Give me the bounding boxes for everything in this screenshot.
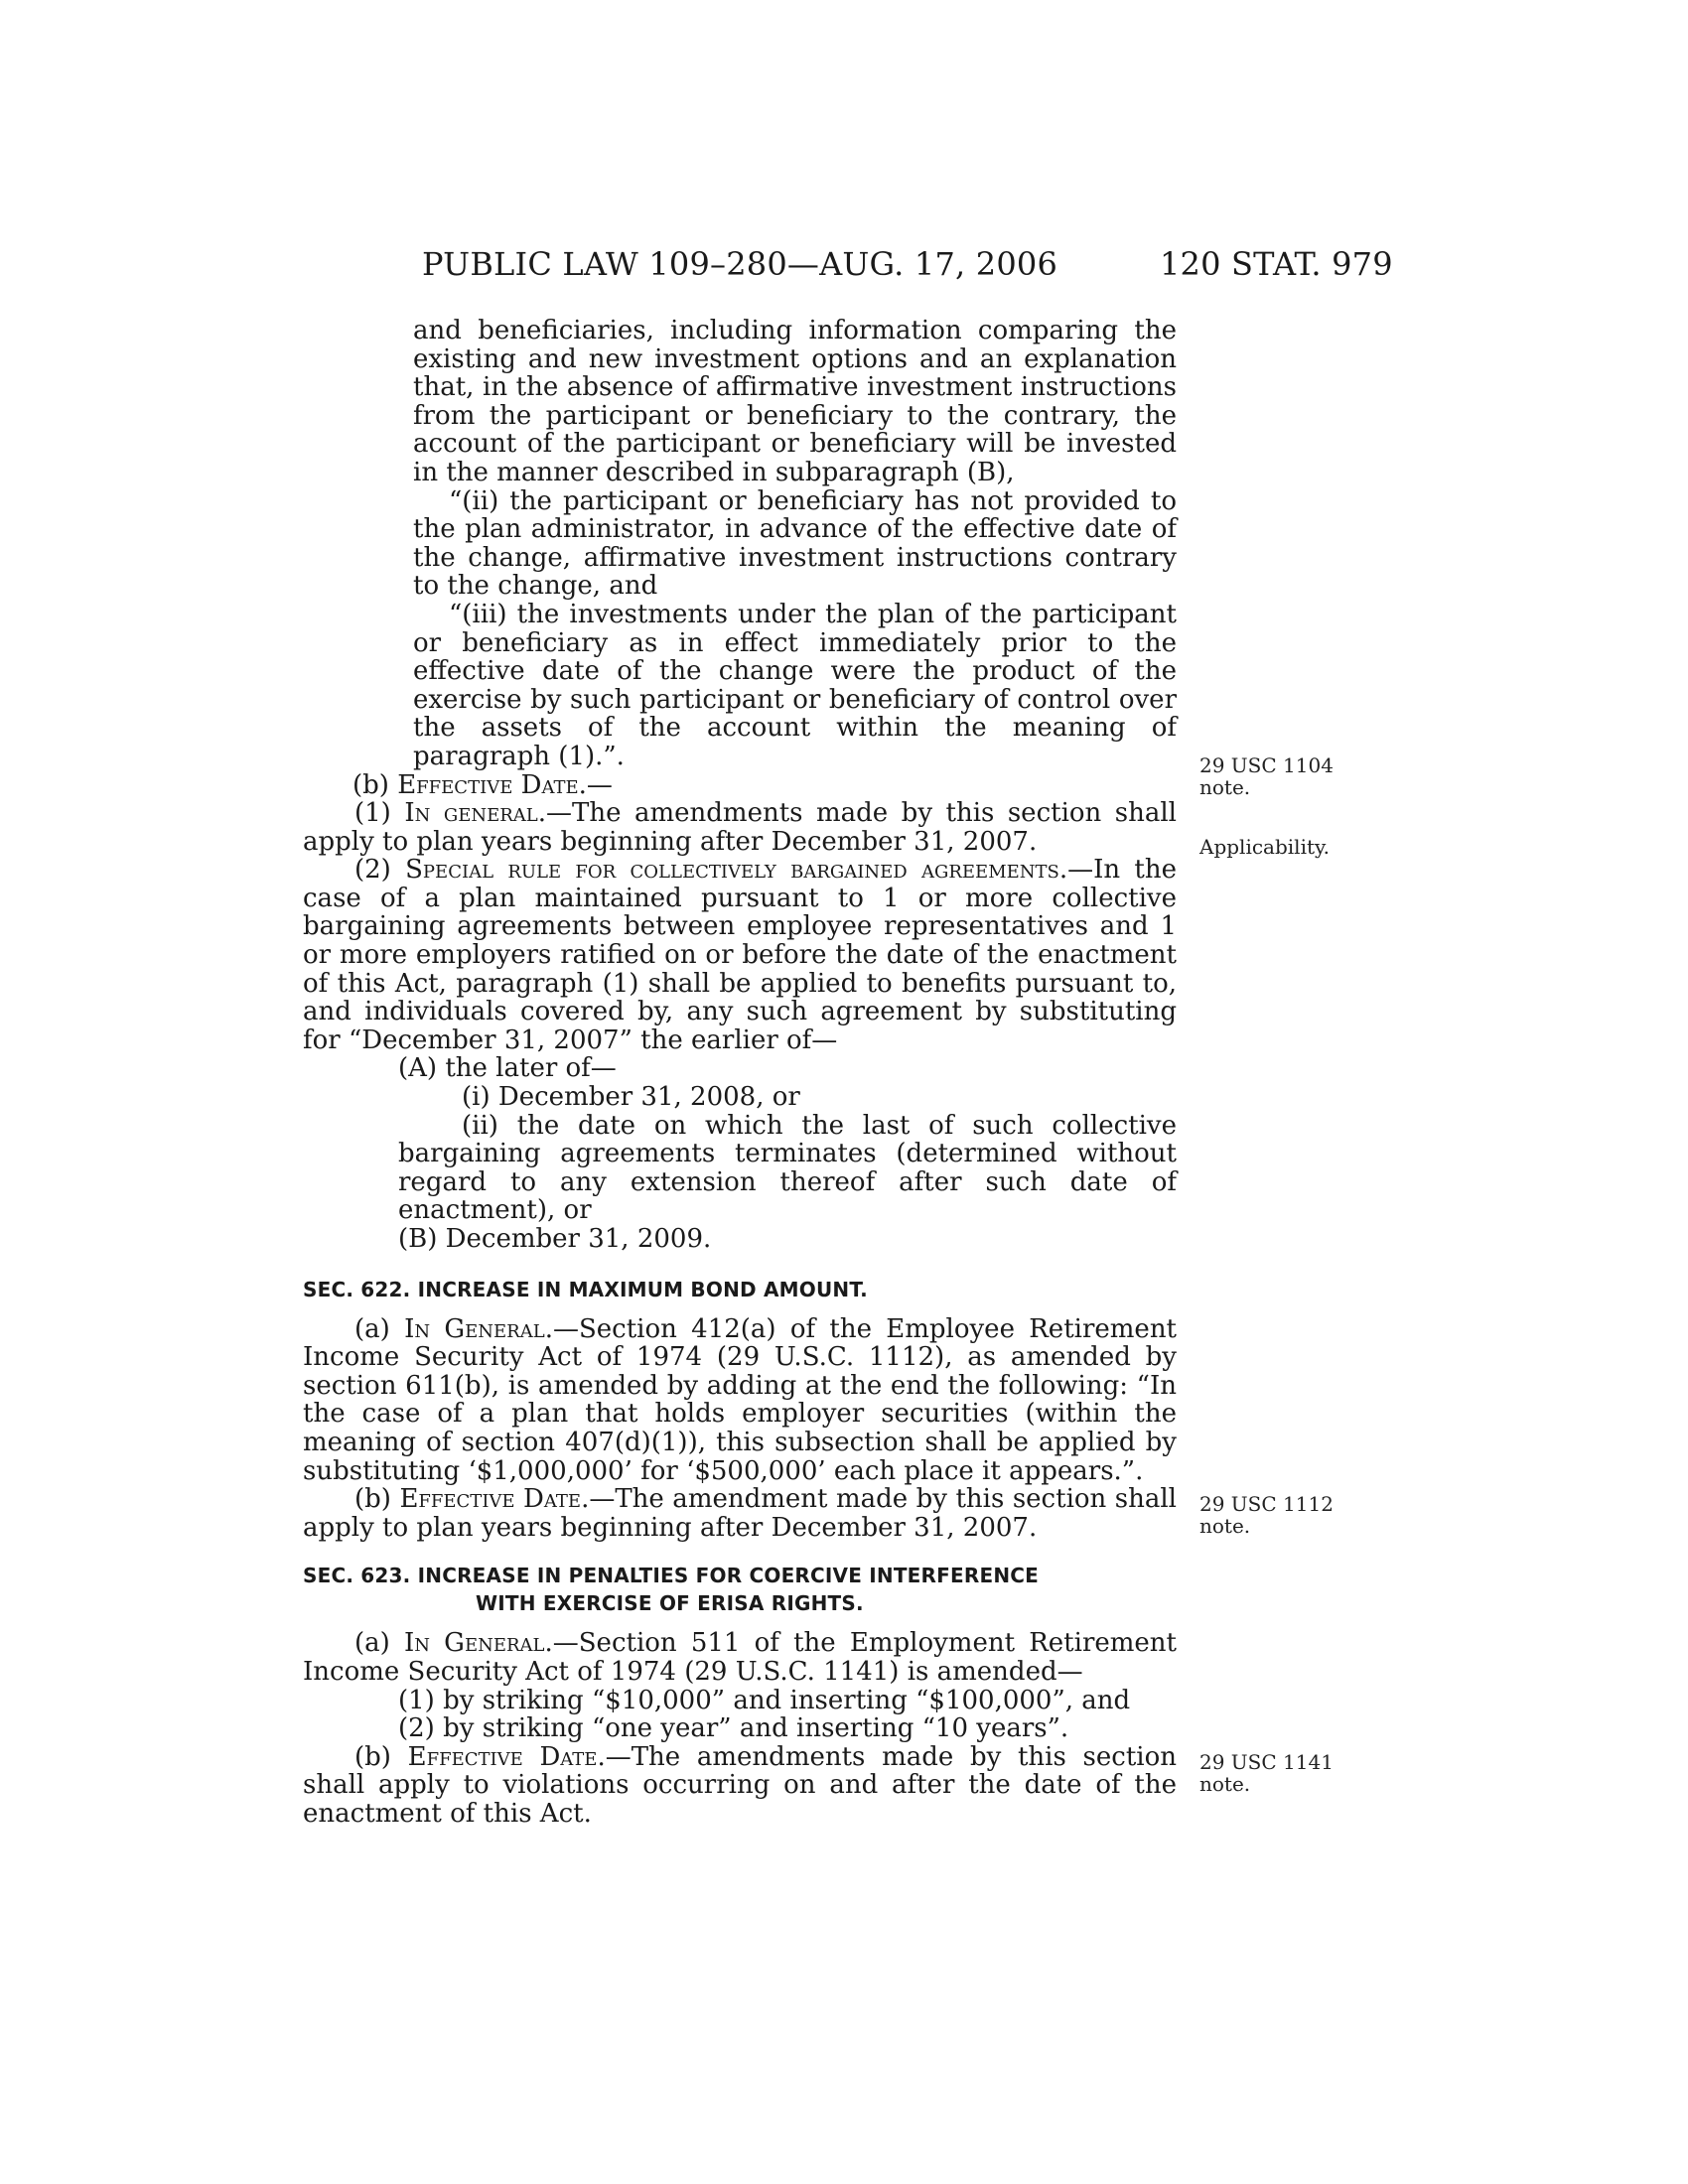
margin-note-29usc1112: 29 USC 1112 note. [1199,1492,1334,1538]
section-622-heading: SEC. 622. INCREASE IN MAXIMUM BOND AMOUNT. [303,1277,868,1301]
clause-A-i: (i) December 31, 2008, or [462,1082,800,1113]
subparagraph-B: (B) December 31, 2009. [398,1224,712,1254]
subparagraph-A: (A) the later of— [398,1053,617,1084]
main-text-column [303,317,1177,1829]
subsection-b-heading: (b) Effective Date.— [352,769,613,800]
paragraph-b2: (2) Special rule for collectively bargained agreements.—In the case of a plan maintained pursuant to 1 or more collective bargaining agreements between employee representatives and 1 or more employers ratified on or before the date of the enactment of this Act, paragraph (1) shall be applied to benefits pursuant to, and individuals covered by, any such agreement by substituting for “December 31, 2007” the earlier of— [303,855,1178,1055]
section-622-b: (b) Effective Date.—The amendment made by this section shall apply to plan years beginning after December 31, 2007. [303,1484,1177,1543]
section-623-heading-line1: SEC. 623. INCREASE IN PENALTIES FOR COERCIVE INTERFERENCE [303,1564,1040,1588]
running-head-title: PUBLIC LAW 109–280—AUG. 17, 2006 [422,245,1058,283]
paragraph-b1: (1) In general.—The amendments made by this section shall apply to plan years beginning after December 31, 2007. [303,798,1178,857]
section-623-a-2: (2) by striking “one year” and inserting “10 years”. [398,1713,1069,1744]
paragraph-continuation: and beneficiaries, including information comparing the existing and new investment options and an explanation that, in the absence of affirmative investment instructions from the participant or beneficiary to the contrary, the account of the participant or beneficiary will be invested in the manner described in subparagraph (B), [413,316,1177,487]
clause-iii: “(iii) the investments under the plan of the participant or beneficiary as in effect immediately prior to the effective date of the change were the product of the exercise by such participant or beneficiary of control over the assets of the account within the meaning of paragraph (1).”. [413,599,1177,771]
section-623-heading [303,1562,1177,1617]
margin-note-29usc1141: 29 USC 1141 note. [1199,1750,1334,1796]
margin-note-29usc1104: 29 USC 1104 note. [1199,753,1334,799]
margin-note-applicability: Applicability. [1199,835,1330,859]
clause-ii: “(ii) the participant or beneficiary has not provided to the plan administrator, in advance of the effective date of the change, affirmative investment instructions contrary to the change, and [413,485,1177,602]
section-623-b: (b) Effective Date.—The amendments made by this section shall apply to violations occurring on and after the date of the enactment of this Act. [303,1741,1177,1829]
section-623-a: (a) In General.—Section 511 of the Employment Retirement Income Security Act of 1974 (29 U.S.C. 1141) is amended— [303,1628,1177,1687]
section-623-heading-line2: WITH EXERCISE OF ERISA RIGHTS. [476,1591,864,1616]
section-623-a-1: (1) by striking “$10,000” and inserting “$100,000”, and [398,1685,1131,1715]
clause-A-ii: (ii) the date on which the last of such collective bargaining agreements terminates (determined without regard to any extension thereof after such date of enactment), or [398,1110,1177,1226]
page-number: 120 STAT. 979 [1160,245,1393,283]
section-622-a: (a) In General.—Section 412(a) of the Employee Retirement Income Security Act of 1974 (29 U.S.C. 1112), as amended by section 611(b), is amended by adding at the end the following: “In the case of a plan that holds employer securities (within the meaning of section 407(d)(1)), this subsection shall be applied by substituting ‘$1,000,000’ for ‘$500,000’ each place it appears.”. [303,1313,1178,1486]
